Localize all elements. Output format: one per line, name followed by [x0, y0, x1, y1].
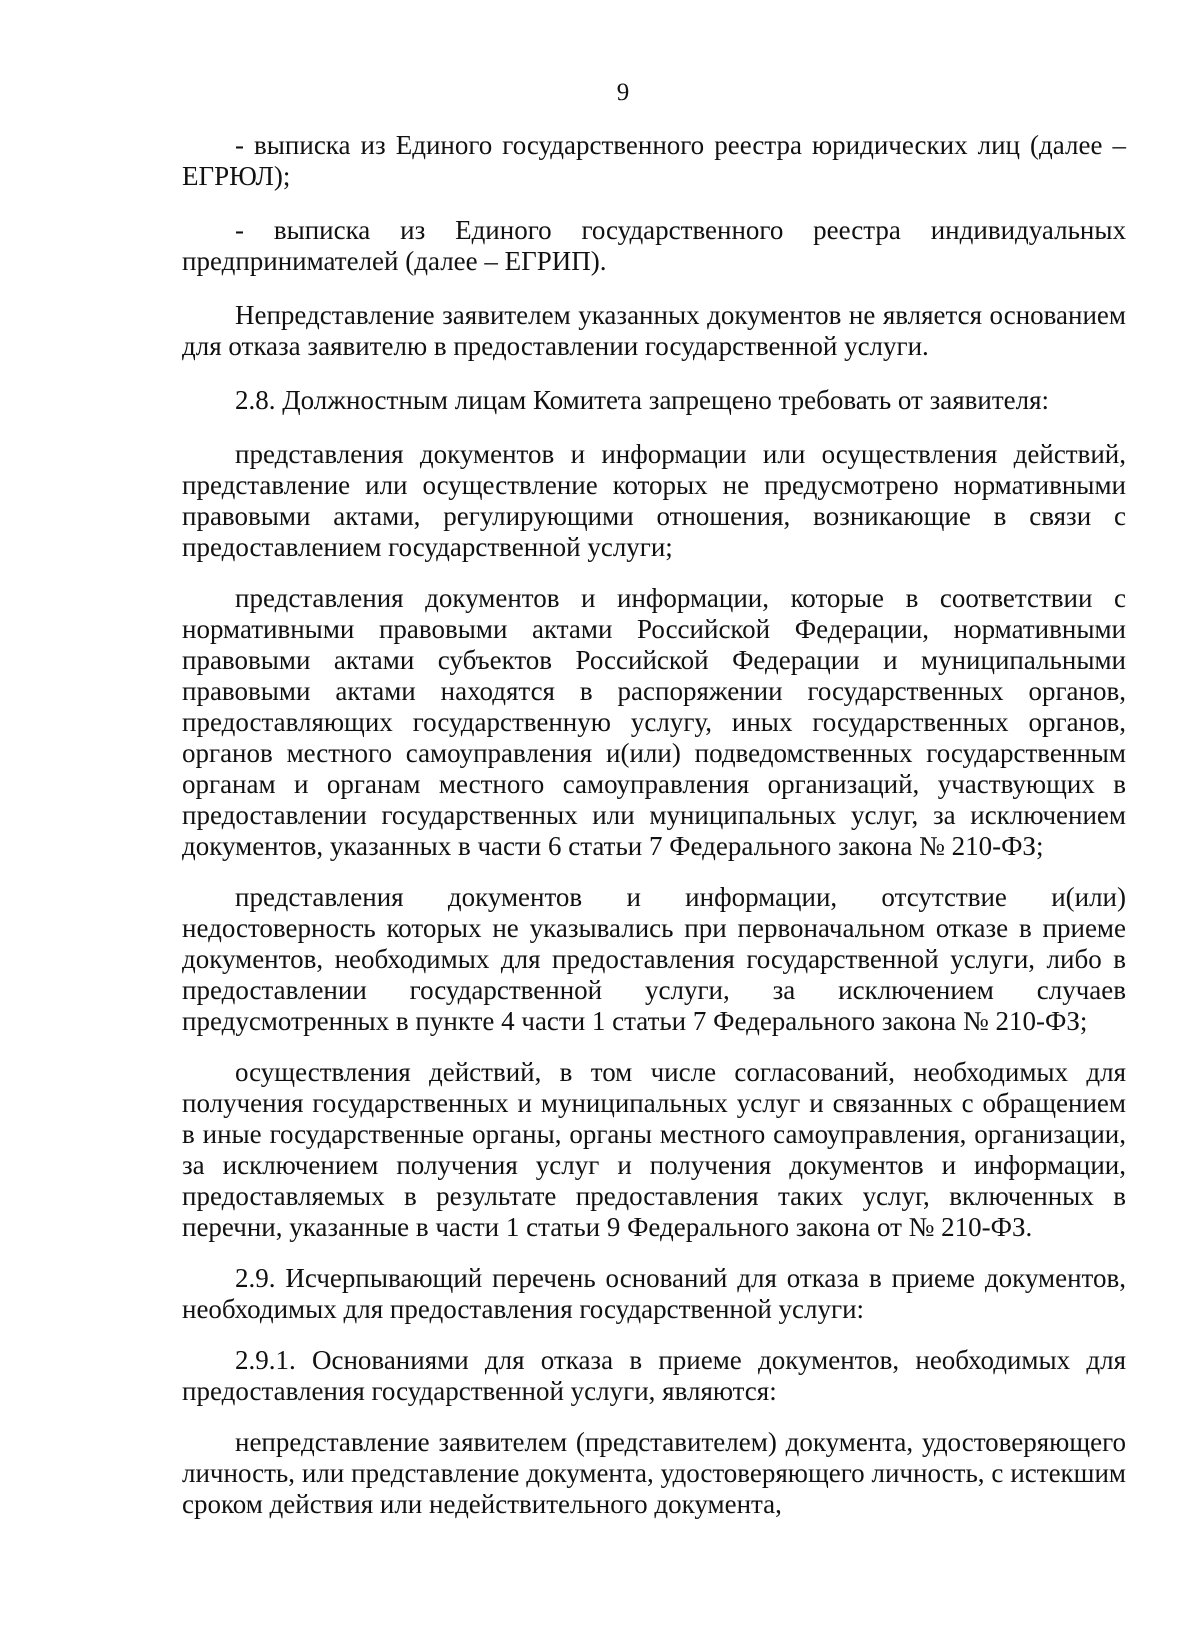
- paragraph-2-8-item-3: представления документов и информации, отсутствие и(или) недостоверность которых не указывались при первоначальном отказе в приеме документов, необходимых для предоставления государственной услуги, либо в предоставлении государственной услуги, за исключением случаев предусмотренных в пункте 4 части 1 статьи 7 Федерального закона № 210-ФЗ;: [182, 882, 1126, 1036]
- paragraph-egrip-extract: - выписка из Единого государственного реестра индивидуальных предпринимателей (далее – ЕГРИП).: [182, 215, 1126, 276]
- paragraph-2-8-item-2: представления документов и информации, которые в соответствии с нормативными правовыми актами Российской Федерации, нормативными правовыми актами субъектов Российской Федерации и муниципальными правовыми актами находятся в распоряжении государственных органов, предоставляющих государственную услугу, иных государственных органов, органов местного самоуправления и(или) подведомственных государственным органам и органам местного самоуправления организаций, участвующих в предоставлении государственных или муниципальных услуг, за исключением документов, указанных в части 6 статьи 7 Федерального закона № 210-ФЗ;: [182, 583, 1126, 861]
- page-number: 9: [616, 79, 630, 106]
- paragraph-2-9-1: 2.9.1. Основаниями для отказа в приеме документов, необходимых для предоставления государственной услуги, являются:: [182, 1345, 1126, 1406]
- paragraph-2-9: 2.9. Исчерпывающий перечень оснований для отказа в приеме документов, необходимых для предоставления государственной услуги:: [182, 1263, 1126, 1324]
- paragraph-2-8-item-4: осуществления действий, в том числе согласований, необходимых для получения государственных и муниципальных услуг и связанных с обращением в иные государственные органы, органы местного самоуправления, организации, за исключением получения услуг и получения документов и информации, предоставляемых в результате предоставления таких услуг, включенных в перечни, указанные в части 1 статьи 9 Федерального закона от № 210-ФЗ.: [182, 1057, 1126, 1242]
- paragraph-2-8-item-1: представления документов и информации или осуществления действий, представление или осуществление которых не предусмотрено нормативными правовыми актами, регулирующими отношения, возникающие в связи с предоставлением государственной услуги;: [182, 439, 1126, 562]
- paragraph-2-9-1-item-1: непредставление заявителем (представителем) документа, удостоверяющего личность, или представление документа, удостоверяющего личность, с истекшим сроком действия или недействительного документа,: [182, 1427, 1126, 1519]
- paragraph-2-8: 2.8. Должностным лицам Комитета запрещено требовать от заявителя:: [235, 385, 1050, 415]
- paragraph-non-submission: Непредставление заявителем указанных документов не является основанием для отказа заявителю в предоставлении государственной услуги.: [182, 300, 1126, 361]
- paragraph-egrul-extract: - выписка из Единого государственного реестра юридических лиц (далее – ЕГРЮЛ);: [182, 130, 1126, 191]
- document-body: [182, 130, 1126, 1520]
